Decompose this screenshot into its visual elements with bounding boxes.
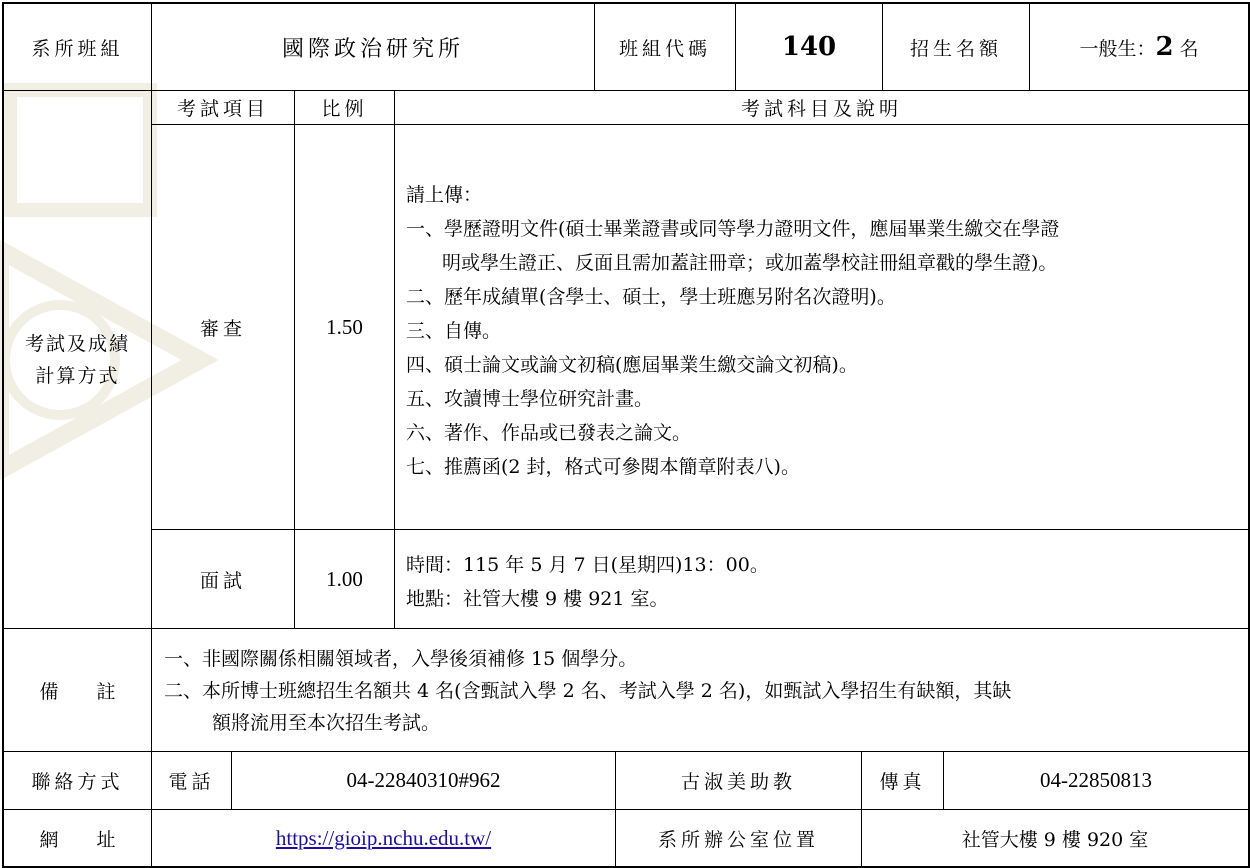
dept-name: 國際政治研究所 (281, 36, 464, 62)
review-item: 五、攻讀博士學位研究計畫。 (406, 388, 654, 410)
website-cell (152, 810, 615, 866)
col-ratio: 比例 (321, 98, 368, 120)
contact-person: 古淑美助教 (680, 771, 796, 793)
interview-time: 時間：115 年 5 月 7 日(星期四)13：00。 (406, 554, 769, 576)
fax-label: 傳真 (879, 771, 926, 793)
interview-ratio: 1.00 (326, 566, 363, 591)
review-item: 六、著作、作品或已發表之論文。 (406, 422, 692, 444)
phone-label: 電話 (168, 771, 215, 793)
col-description: 考試科目及說明 (740, 98, 902, 120)
admission-table (2, 2, 1250, 868)
phone-number: 04-22840310#962 (346, 768, 501, 792)
quota-label: 招生名額 (909, 37, 1002, 60)
code-value: 140 (781, 32, 837, 62)
quota-number: 2 (1155, 32, 1174, 62)
col-exam-item: 考試項目 (176, 98, 269, 120)
review-item: 三、自傳。 (406, 320, 502, 342)
review-description (406, 178, 1244, 484)
notes-label: 備 註 (39, 680, 116, 703)
notes-content (164, 643, 1244, 739)
interview-description (406, 548, 1244, 616)
interview-place: 地點：社管大樓 9 樓 921 室。 (406, 588, 669, 610)
exam-section-label: 考試及成績計算方式 (24, 332, 130, 387)
note-line: 額將流用至本次招生考試。 (212, 712, 441, 734)
contact-label: 聯絡方式 (31, 771, 124, 793)
quota-value (1030, 4, 1248, 90)
fax-number: 04-22850813 (1040, 768, 1152, 792)
review-item: 一、學歷證明文件(碩士畢業證書或同等學力證明文件，應屆畢業生繳交在學證 (406, 218, 1060, 240)
note-line: 二、本所博士班總招生名額共 4 名(含甄試入學 2 名、考試入學 2 名)，如甄試入學招生有缺額，其缺 (164, 680, 1012, 702)
review-item: 四、碩士論文或論文初稿(應屆畢業生繳交論文初稿)。 (406, 354, 858, 376)
office-location: 社管大樓 9 樓 920 室 (961, 828, 1149, 851)
review-item: 二、歷年成績單(含學士、碩士，學士班應另附名次證明)。 (406, 286, 896, 308)
website-label: 網 址 (39, 828, 116, 851)
note-line: 一、非國際關係相關領域者，入學後須補修 15 個學分。 (164, 648, 638, 670)
office-label: 系所辦公室位置 (657, 828, 819, 851)
quota-prefix: 一般生： (1079, 37, 1156, 60)
website-link[interactable]: https://gioip.nchu.edu.tw/ (275, 825, 492, 850)
interview-name: 面試 (199, 569, 246, 592)
dept-label: 系所班組 (31, 37, 124, 60)
review-intro: 請上傳： (406, 184, 483, 206)
quota-unit: 名 (1179, 37, 1199, 60)
code-label: 班組代碼 (618, 37, 711, 60)
review-item: 明或學生證正、反面且需加蓋註冊章；或加蓋學校註冊組章戳的學生證)。 (442, 252, 1058, 274)
review-name: 審查 (199, 317, 246, 340)
review-ratio: 1.50 (326, 314, 363, 339)
review-item: 七、推薦函(2 封，格式可參閱本簡章附表八)。 (406, 456, 800, 478)
